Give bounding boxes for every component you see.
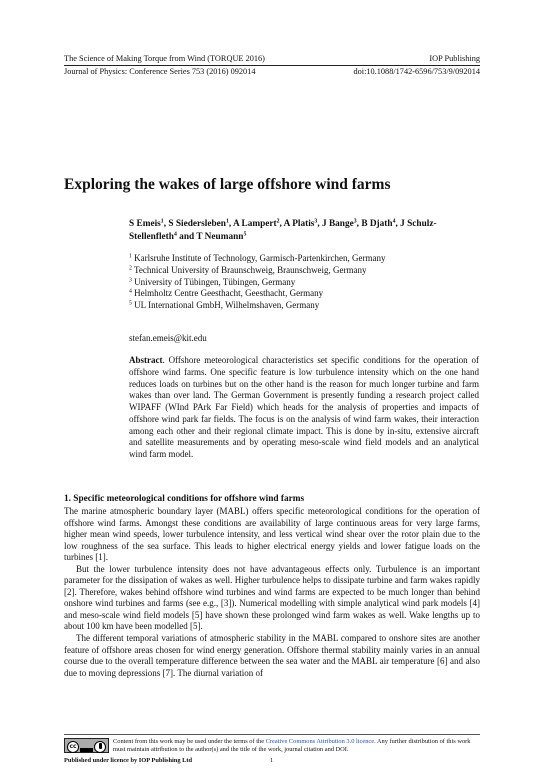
affiliation-text: UL International GmbH, Wilhelmshaven, Germany bbox=[131, 300, 320, 311]
affiliation-number: 5 bbox=[129, 300, 132, 307]
author-separator: , bbox=[228, 219, 233, 229]
author-affiliation-marker: 2 bbox=[276, 218, 280, 225]
footer-rule bbox=[64, 734, 480, 735]
cc-by-license-icon[interactable] bbox=[64, 738, 109, 753]
author-name: S Emeis bbox=[129, 219, 161, 229]
abstract bbox=[129, 355, 479, 461]
author-separator: , bbox=[163, 219, 169, 229]
affiliation-text: University of Tübingen, Tübingen, Germany bbox=[131, 276, 296, 287]
header-rule bbox=[64, 65, 480, 66]
affiliation-text: Helmholtz Centre Geesthacht, Geesthacht, Germany bbox=[131, 288, 324, 299]
affiliation-item bbox=[129, 253, 481, 265]
author-separator: , bbox=[317, 219, 322, 229]
author-separator: , bbox=[279, 219, 284, 229]
author-affiliation-marker: 4 bbox=[173, 231, 177, 237]
author-affiliation-marker: 1 bbox=[225, 218, 229, 225]
author-name: J Schulz-Stellenfleth bbox=[129, 219, 437, 242]
section-paragraph: But the lower turbulence intensity does not have advantageous effects only. Turbulence is an important parameter for the dissipation of wakes as well. Higher turbulence helps to dissipate turbine and farm wakes rapidly [2]. Therefore, wakes behind offshore wind turbines and wind farms are expected to be much longer than behind onshore wind turbines and farms (see e.g., [3]). Numerical modelling with simple analytical wind park models [4] and meso-scale wind field models [5] have shown these prolonged wind farm wakes as well. Wake lengths up to about 100 km have been modelled [5]. bbox=[64, 563, 480, 632]
affiliation-item bbox=[129, 265, 481, 277]
affiliation-item bbox=[129, 300, 481, 312]
doi-text: doi:10.1088/1742-6596/753/9/092014 bbox=[353, 67, 480, 76]
publisher-name: IOP Publishing bbox=[429, 54, 480, 63]
affiliation-number: 2 bbox=[129, 265, 132, 272]
author-separator: and bbox=[176, 231, 197, 242]
affiliation-number: 1 bbox=[129, 253, 132, 260]
author-affiliation-marker: 4 bbox=[392, 218, 396, 225]
abstract-label: Abstract bbox=[129, 355, 163, 365]
author-name: S Siedersleben bbox=[168, 219, 226, 229]
author-affiliation-marker: 5 bbox=[243, 231, 247, 237]
author-list bbox=[129, 218, 481, 243]
license-text-post: . Any further distribution of this work must maintain attribution to the author(s) and the title of the work, journal citation and DOI. bbox=[113, 738, 471, 753]
section-body bbox=[64, 506, 480, 679]
affiliation-text: Karlsruhe Institute of Technology, Garmisch-Partenkirchen, Germany bbox=[131, 253, 386, 263]
license-notice bbox=[113, 738, 481, 754]
by-bar-icon bbox=[80, 748, 93, 752]
author-affiliation-marker: 3 bbox=[314, 218, 318, 225]
publisher-licence-line: Published under licence by IOP Publishing Ltd bbox=[64, 757, 193, 764]
section-paragraph: The marine atmospheric boundary layer (MABL) offers specific meteorological conditions for the operation of offshore wind farms. Amongst these conditions are availability of large continuous areas for very large farms, higher mean wind speeds, lower turbulence intensity, and less vertical wind shear over the rotor plain due to the low roughness of the sea surface. This leads to higher electrical energy yields and lower fatigue loads on the turbines [1]. bbox=[64, 506, 480, 563]
author-name: B Djath bbox=[361, 219, 393, 229]
attribution-person-icon bbox=[94, 741, 106, 753]
section-heading: 1. Specific meteorological conditions for offshore wind farms bbox=[64, 494, 305, 504]
license-text-pre: Content from this work may be used under the terms of the bbox=[113, 738, 266, 745]
affiliation-text: Technical University of Braunschweig, Braunschweig, Germany bbox=[131, 264, 367, 275]
author-name: J Bange bbox=[321, 219, 354, 229]
author-affiliation-marker: 3 bbox=[353, 218, 357, 225]
cc-icon: cc bbox=[67, 741, 79, 753]
author-affiliation-marker: 1 bbox=[160, 218, 164, 225]
abstract-text: . Offshore meteorological characteristics set specific conditions for the operation of offshore wind farms. One specific feature is low turbulence intensity which on the one hand reduces loads on turbines but on the other hand is the reason for much longer turbine and farm wakes than over land. The German Government is presently funding a research project called WIPAFF (WInd PArk Far Field) which heads for the analysis of properties and impacts of offshore wind park far fields. The focus is on the analysis of wind farm wakes, their interaction among each other and their regional climate impact. This is done by in-situ, extensive aircraft and satellite measurements and by operating meso-scale wind field models and an analytical wind farm model. bbox=[129, 355, 479, 459]
section-paragraph: The different temporal variations of atmospheric stability in the MABL compared to onshore sites are another feature of offshore areas chosen for wind energy generation. Offshore thermal stability mainly varies in an annual course due to the overall temperature difference between the sea water and the MABL air temperature [6] and also due to moving depressions [7]. The diurnal variation of bbox=[64, 633, 480, 678]
affiliation-list bbox=[129, 253, 481, 312]
affiliation-number: 3 bbox=[129, 277, 132, 284]
affiliation-number: 4 bbox=[129, 288, 132, 295]
paper-title: Exploring the wakes of large offshore wind farms bbox=[64, 176, 391, 193]
affiliation-item bbox=[129, 288, 481, 300]
page-number: 1 bbox=[270, 757, 274, 764]
author-name: A Lampert bbox=[232, 219, 277, 229]
license-link[interactable]: Creative Commons Attribution 3.0 licence bbox=[265, 738, 375, 745]
affiliation-item bbox=[129, 277, 481, 289]
conference-name: The Science of Making Torque from Wind (TORQUE 2016) bbox=[64, 54, 265, 63]
journal-citation: Journal of Physics: Conference Series 753 (2016) 092014 bbox=[64, 67, 256, 76]
corresponding-email[interactable]: stefan.emeis@kit.edu bbox=[129, 333, 207, 343]
author-separator: , bbox=[356, 219, 362, 229]
author-name: A Platis bbox=[283, 219, 315, 229]
author-separator: , bbox=[395, 219, 401, 229]
author-name: T Neumann bbox=[196, 231, 244, 242]
